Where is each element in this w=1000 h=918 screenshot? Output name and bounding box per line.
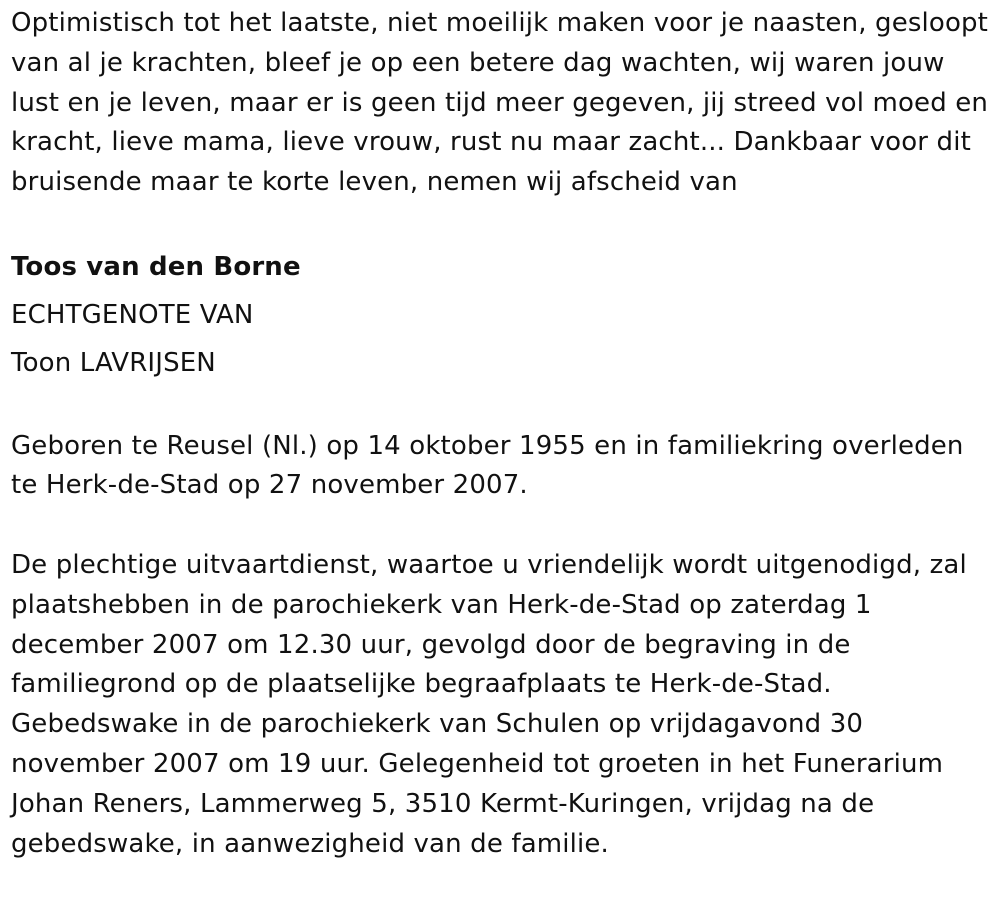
obituary-notice <box>11 4 991 864</box>
birth-death-paragraph: Geboren te Reusel (Nl.) op 14 oktober 1955 en in familiekring overleden te Herk-de-Stad op 27 november 2007. <box>11 430 964 501</box>
spacer <box>11 506 991 546</box>
intro-paragraph: Optimistisch tot het laatste, niet moeilijk maken voor je naasten, gesloopt van al je krachten, bleef je op een betere dag wachten, wij waren jouw lust en je leven, maar er is geen tijd meer gegeven, jij streed vol moed en kracht, lieve mama, lieve vrouw, rust nu maar zacht... Dankbaar voor dit bruisende maar te korte leven, nemen wij afscheid van <box>11 8 989 198</box>
service-details-paragraph: De plechtige uitvaartdienst, waartoe u vriendelijk wordt uitgenodigd, zal plaatshebben in de parochiekerk van Herk-de-Stad op zaterdag 1 december 2007 om 12.30 uur, gevolgd door de begraving in de familiegrond op de plaatselijke begraafplaats te Herk-de-Stad. Gebedswake in de parochiekerk van Schulen op vrijdagavond 30 november 2007 om 19 uur. Gelegenheid tot groeten in het Funerarium Johan Reners, Lammerweg 5, 3510 Kermt-Kuringen, vrijdag na de gebedswake, in aanwezigheid van de familie. <box>11 549 967 859</box>
relation-label: ECHTGENOTE VAN <box>11 299 254 330</box>
spacer <box>11 387 991 427</box>
spacer <box>11 203 991 243</box>
deceased-name: Toos van den Borne <box>11 251 301 282</box>
spouse-name: Toon LAVRIJSEN <box>11 347 216 378</box>
